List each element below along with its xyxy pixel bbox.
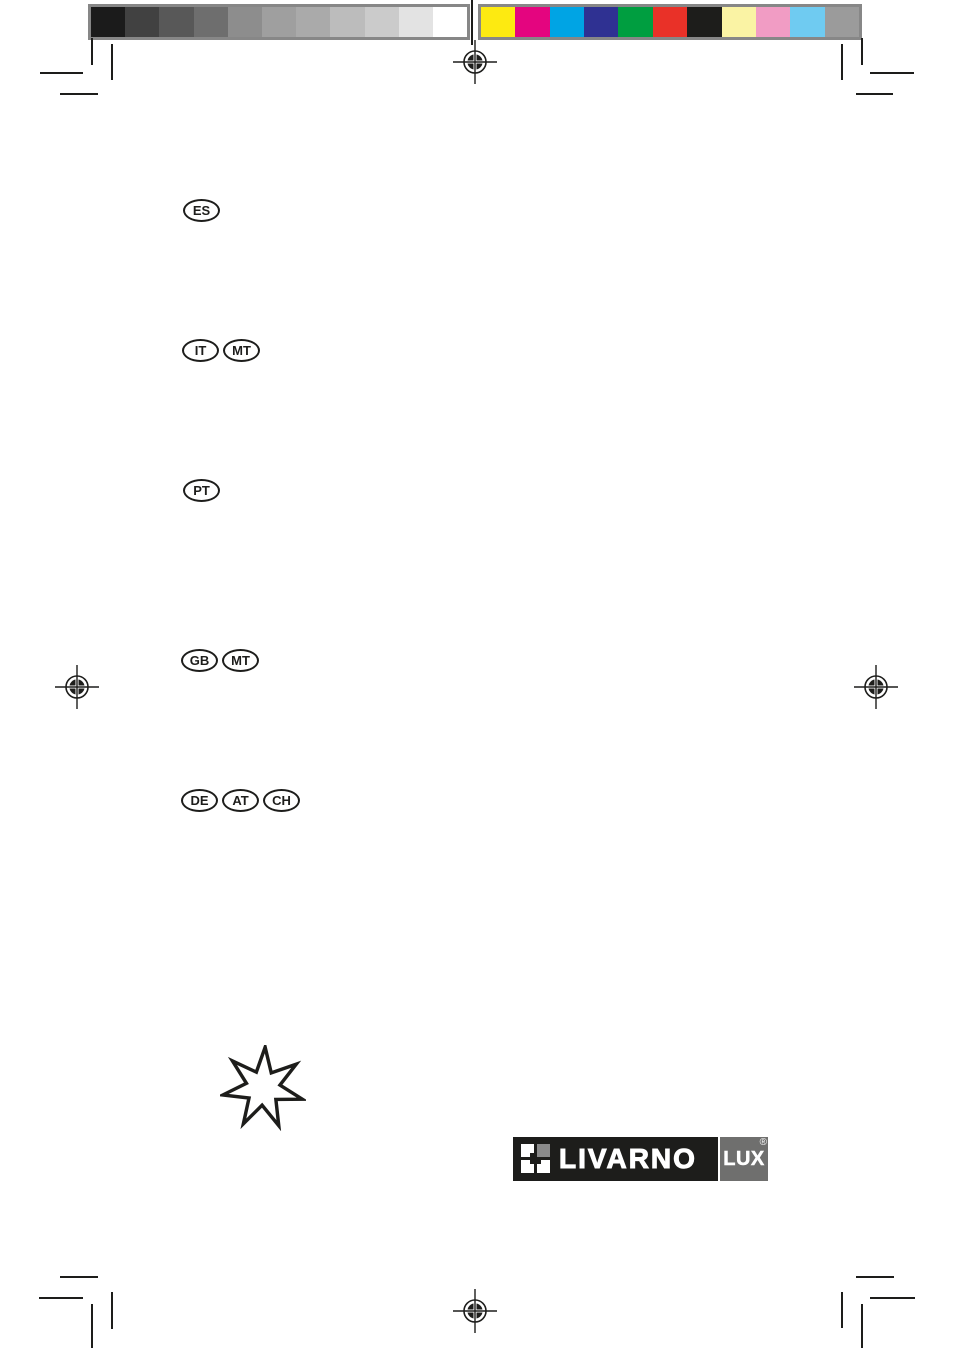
crop-mark [856,93,893,95]
brand-logo [513,1137,768,1181]
language-badge-it: IT [182,339,219,362]
grayscale-calibration-bar [88,4,470,40]
language-badge-ch: CH [263,789,300,812]
star-icon [220,1045,306,1131]
registration-mark-icon [452,1288,498,1334]
color-swatch [399,7,433,37]
crop-mark [60,93,98,95]
crop-mark [40,72,83,74]
registration-mark-icon [853,664,899,710]
crop-mark [861,1304,863,1348]
language-badge-gb: GB [181,649,218,672]
color-swatch [125,7,159,37]
crop-mark [60,1276,98,1278]
crop-mark [91,1304,93,1348]
color-swatch [481,7,515,37]
language-badge-at: AT [222,789,259,812]
sub-brand-name: LUX [723,1147,765,1170]
logo-black-panel [513,1137,718,1181]
color-swatch [194,7,228,37]
logo-gray-panel [720,1137,768,1181]
window-icon [521,1144,551,1174]
color-swatch [91,7,125,37]
color-swatch [756,7,790,37]
registration-mark-icon [452,39,498,85]
brand-name: LIVARNO [559,1143,697,1174]
color-swatch [584,7,618,37]
crop-mark [856,1276,894,1278]
color-swatch [365,7,399,37]
crop-mark [39,1297,83,1299]
language-badge-de: DE [181,789,218,812]
color-calibration-bar [478,4,862,40]
language-badge-mt: MT [222,649,259,672]
language-badge-pt: PT [183,479,220,502]
color-swatch [550,7,584,37]
color-swatch [790,7,824,37]
language-badge-mt: MT [223,339,260,362]
crop-mark [841,44,843,80]
crop-mark [91,38,93,65]
crop-mark [111,44,113,80]
color-swatch [687,7,721,37]
color-swatch [722,7,756,37]
crop-mark [841,1292,843,1328]
crop-mark [861,38,863,65]
color-swatch [296,7,330,37]
registration-mark-icon [54,664,100,710]
crop-mark [111,1292,113,1329]
color-swatch [330,7,364,37]
crop-mark [870,72,914,74]
color-swatch [515,7,549,37]
color-swatch [433,7,467,37]
color-swatch [228,7,262,37]
registered-trademark-icon: ® [759,1137,767,1148]
language-badge-es: ES [183,199,220,222]
color-swatch [653,7,687,37]
color-swatch [159,7,193,37]
crop-mark [870,1297,915,1299]
color-swatch [262,7,296,37]
color-swatch [825,7,859,37]
color-swatch [618,7,652,37]
